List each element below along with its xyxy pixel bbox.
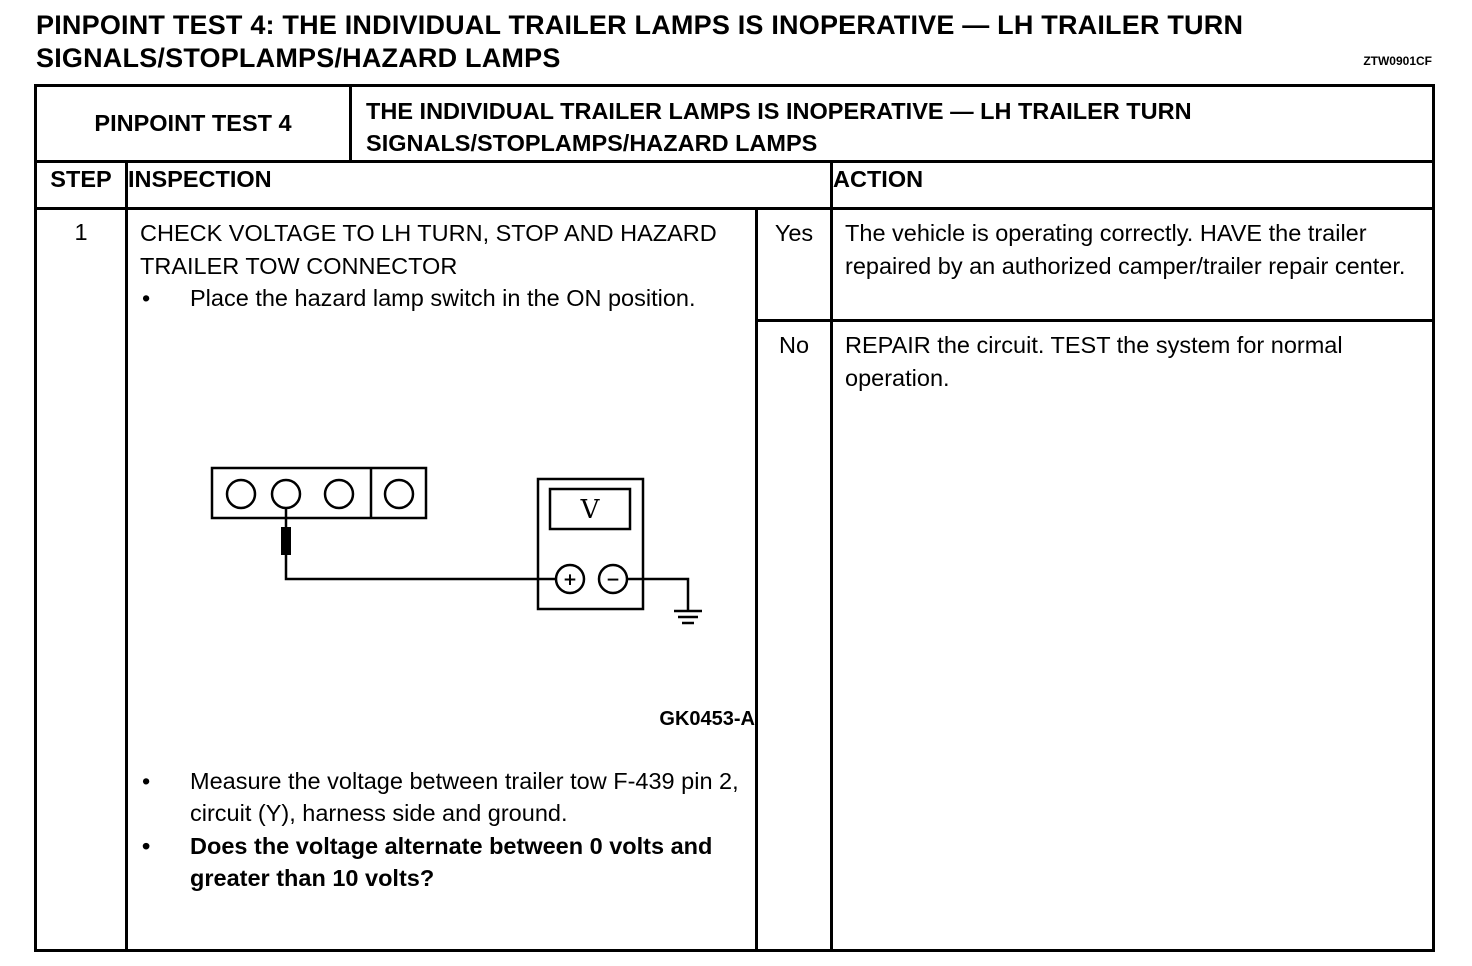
answer-yes: Yes bbox=[757, 209, 832, 321]
plus-symbol: + bbox=[562, 569, 578, 590]
connector-body bbox=[212, 468, 426, 518]
action-yes: The vehicle is operating correctly. HAVE the trailer repaired by an authorized camper/trailer repair center. bbox=[832, 209, 1434, 321]
test-header-row bbox=[36, 86, 1434, 162]
instruction-bullet: • Place the hazard lamp switch in the ON position. bbox=[140, 282, 747, 315]
question-bullet: • Does the voltage alternate between 0 volts and greater than 10 volts? bbox=[140, 830, 747, 895]
inspection-cell bbox=[127, 209, 757, 951]
action-no: REPAIR the circuit. TEST the system for normal operation. bbox=[832, 321, 1434, 951]
test-title: THE INDIVIDUAL TRAILER LAMPS IS INOPERATIVE — LH TRAILER TURN SIGNALS/STOPLAMPS/HAZARD LAMPS bbox=[351, 86, 1434, 162]
connector-pin-2 bbox=[272, 480, 300, 508]
figure-id: GK0453-A bbox=[659, 707, 756, 730]
page-title: PINPOINT TEST 4: THE INDIVIDUAL TRAILER LAMPS IS INOPERATIVE — LH TRAILER TURN SIGNALS/STOPLAMPS/HAZARD LAMPS bbox=[36, 10, 1244, 73]
answer-no: No bbox=[757, 321, 832, 951]
pinpoint-test-table bbox=[34, 84, 1435, 952]
minus-symbol: − bbox=[605, 569, 621, 590]
connector-pin-3 bbox=[325, 480, 353, 508]
connector-pin-4 bbox=[385, 480, 413, 508]
instruction-bullet: • Measure the voltage between trailer tow F-439 pin 2, circuit (Y), harness side and ground. bbox=[140, 765, 747, 830]
probe-tip bbox=[281, 527, 291, 555]
voltmeter-diagram bbox=[128, 315, 755, 765]
action-column-header: ACTION bbox=[832, 162, 1434, 209]
column-header-row bbox=[36, 162, 1434, 209]
inspection-column-header: INSPECTION bbox=[127, 162, 832, 209]
step-column-header: STEP bbox=[36, 162, 127, 209]
table-row bbox=[36, 209, 1434, 321]
document-id: ZTW0901CF bbox=[1363, 54, 1432, 68]
ground-wire bbox=[627, 579, 688, 611]
step-heading: CHECK VOLTAGE TO LH TURN, STOP AND HAZARD TRAILER TOW CONNECTOR bbox=[140, 220, 717, 279]
connector-pin-1 bbox=[227, 480, 255, 508]
test-label: PINPOINT TEST 4 bbox=[36, 86, 351, 162]
voltmeter-symbol: V bbox=[580, 494, 600, 525]
step-number: 1 bbox=[36, 209, 127, 951]
probe-wire bbox=[286, 555, 556, 579]
